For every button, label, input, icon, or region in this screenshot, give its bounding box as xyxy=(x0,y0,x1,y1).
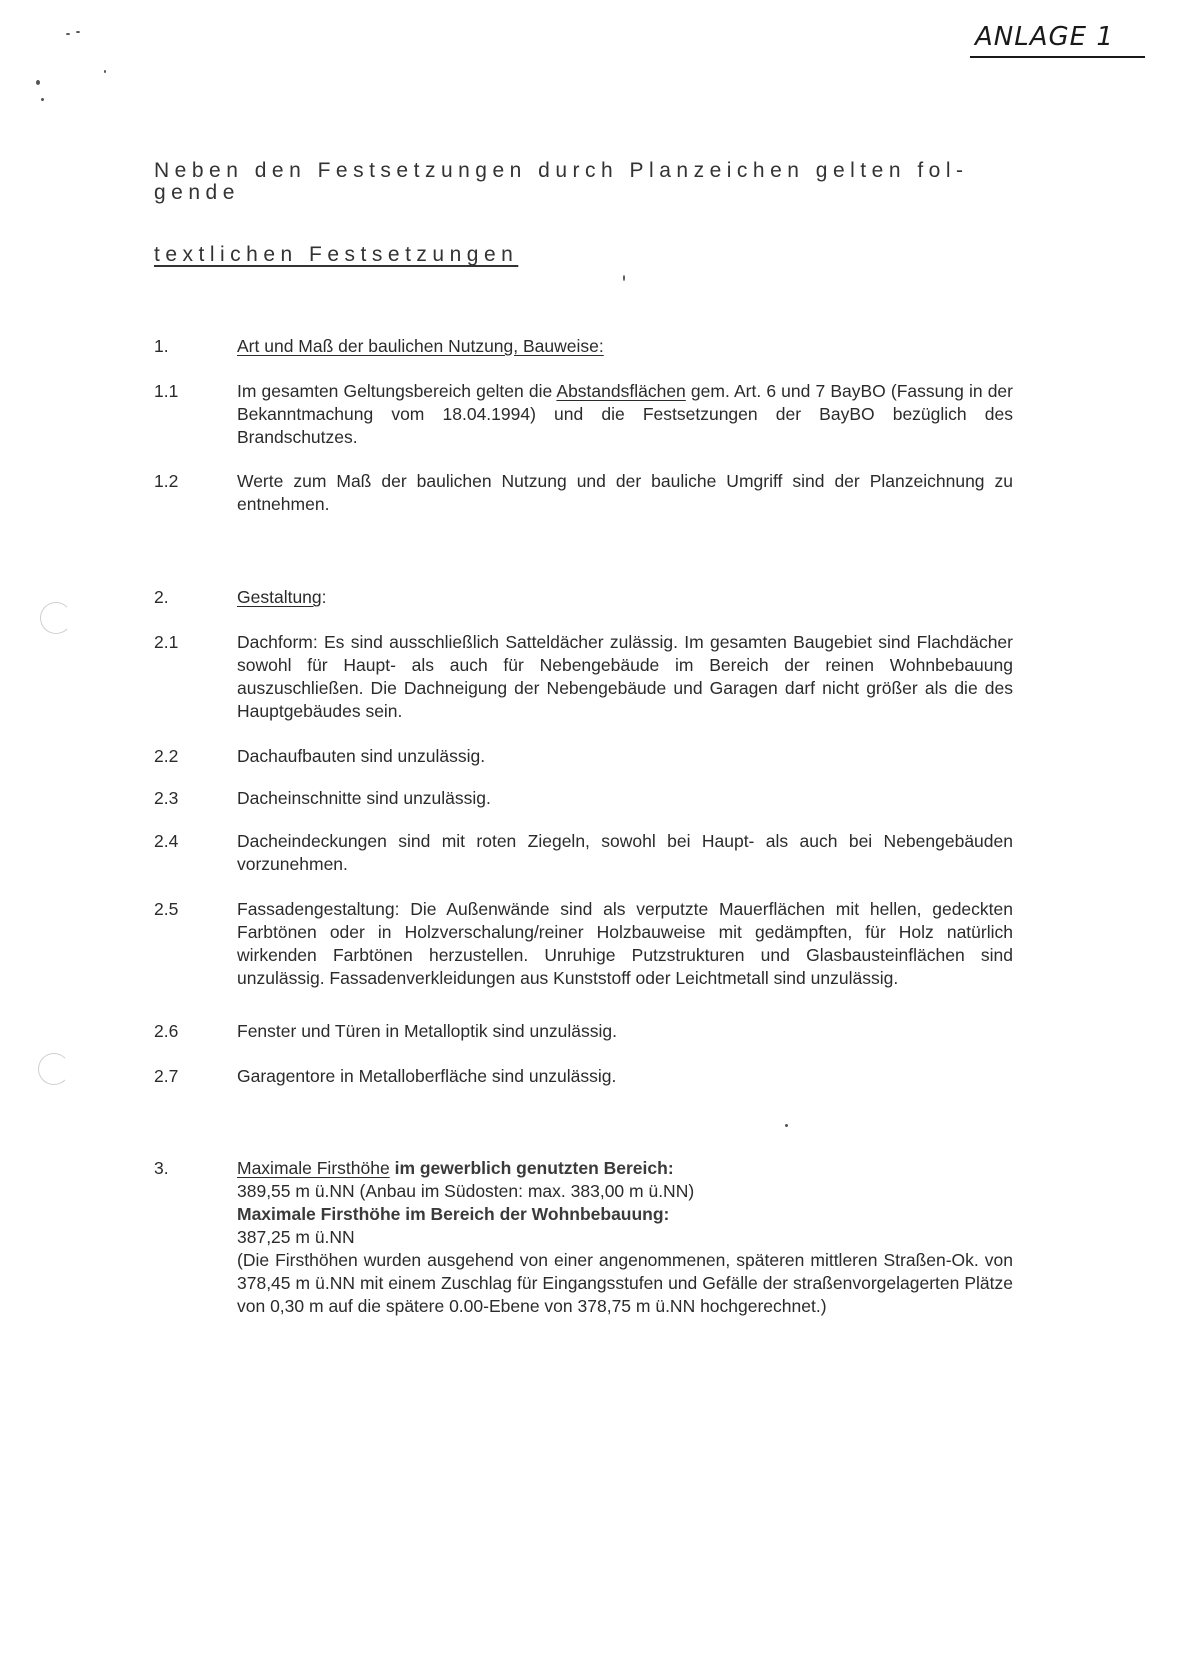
intro-line-2: gende xyxy=(154,181,240,204)
item-text: Fassadengestaltung: Die Außenwände sind als verputzte Mauerflächen mit hellen, gedeckten Farbtönen oder in Holzverschalung/reiner Holzbauweise mit gedämpften, für Holz natürlich wirkenden Farbtönen herzustellen. Unruhige Putzstrukturen und Glasbausteinflächen sind unzulässig. Fassadenverkleidungen aus Kunststoff oder Leichtmetall sind unzulässig. xyxy=(237,899,1013,988)
item-number: 2.6 xyxy=(154,1021,179,1041)
punch-hole xyxy=(38,1053,70,1085)
section-title xyxy=(237,586,1013,609)
section-3-body xyxy=(237,1157,1013,1318)
item-text: Fenster und Türen in Metalloptik sind unzulässig. xyxy=(237,1021,618,1041)
item-number: 1.2 xyxy=(154,471,179,491)
item-text: Dachform: Es sind ausschließlich Satteldächer zulässig. Im gesamten Baugebiet sind Flachdächer sowohl für Haupt- als auch für Nebengebäude im Bereich der reinen Wohnbebauung auszuschließen. Die Dachneigung der Nebengebäude und Garagen darf nicht größer als die des Hauptgebäudes sein. xyxy=(237,632,1013,721)
intro-line-1: Neben den Festsetzungen durch Planzeichen gelten fol- xyxy=(154,159,969,182)
section-number: 3. xyxy=(154,1158,169,1178)
scan-speck xyxy=(36,80,40,85)
section-title-text: Gestaltung xyxy=(237,587,322,607)
firsthoehe-wohnbebauung: Maximale Firsthöhe im Bereich der Wohnbebauung: xyxy=(237,1204,670,1224)
scan-speck xyxy=(41,98,44,101)
firsthoehe-note: (Die Firsthöhen wurden ausgehend von einer angenommenen, späteren mittleren Straßen-Ok. von 378,45 m ü.NN mit einem Zuschlag für Eingangsstufen und Gefälle der straßenvorgelagerten Plätze von 0,30 m auf die spätere 0.00-Ebene von 378,75 m ü.NN hochgerechnet.) xyxy=(237,1250,1013,1316)
section-number: 1. xyxy=(154,336,169,356)
subheading: textlichen Festsetzungen xyxy=(154,243,519,266)
item-number: 2.4 xyxy=(154,831,179,851)
item-number: 1.1 xyxy=(154,381,179,401)
item-number: 2.7 xyxy=(154,1066,179,1086)
scan-speck xyxy=(66,33,70,35)
intro-text xyxy=(154,160,1014,204)
item-text: Dachaufbauten sind unzulässig. xyxy=(237,746,486,766)
item-number: 2.2 xyxy=(154,746,179,766)
section-title: Art und Maß der baulichen Nutzung, Bauweise: xyxy=(237,336,604,356)
firsthoehe-area: im gewerblich genutzten Bereich: xyxy=(394,1158,674,1178)
item-number: 2.3 xyxy=(154,788,179,808)
item-text-part: gem. Art. 6 und 7 BayBO (Fassung in der Bekanntmachung vom 18.04.1994) und die Festsetzungen der BayBO bezüglich des Brandschutzes. xyxy=(237,381,1013,447)
scan-speck xyxy=(623,275,625,281)
item-text: Werte zum Maß der baulichen Nutzung und der bauliche Umgriff sind der Planzeichnung zu entnehmen. xyxy=(237,471,1013,514)
scan-speck xyxy=(104,70,106,73)
firsthoehe-gewerblich-value: 389,55 m ü.NN (Anbau im Südosten: max. 383,00 m ü.NN) xyxy=(237,1181,695,1201)
item-number: 2.1 xyxy=(154,632,179,652)
item-text-part: Im gesamten Geltungsbereich gelten die xyxy=(237,381,553,401)
punch-hole xyxy=(40,602,72,634)
item-text: Garagentore in Metalloberfläche sind unzulässig. xyxy=(237,1066,617,1086)
scan-speck xyxy=(785,1124,788,1127)
firsthoehe-wohnbebauung-value: 387,25 m ü.NN xyxy=(237,1227,355,1247)
annex-stamp: ANLAGE 1 xyxy=(975,22,1114,52)
item-text: Dacheinschnitte sind unzulässig. xyxy=(237,788,491,808)
abstandsflaechen-term: Abstandsflächen xyxy=(556,381,686,401)
item-number: 2.5 xyxy=(154,899,179,919)
item-text xyxy=(237,380,1013,449)
firsthoehe-term: Maximale Firsthöhe xyxy=(237,1158,390,1178)
item-text: Dacheindeckungen sind mit roten Ziegeln, sowohl bei Haupt- als auch bei Nebengebäuden vorzunehmen. xyxy=(237,831,1013,874)
scan-speck xyxy=(76,31,80,33)
section-title-suffix: : xyxy=(321,587,327,607)
annex-stamp-underline xyxy=(970,56,1145,58)
firsthoehe-gewerblich xyxy=(237,1157,1013,1180)
section-number: 2. xyxy=(154,587,169,607)
